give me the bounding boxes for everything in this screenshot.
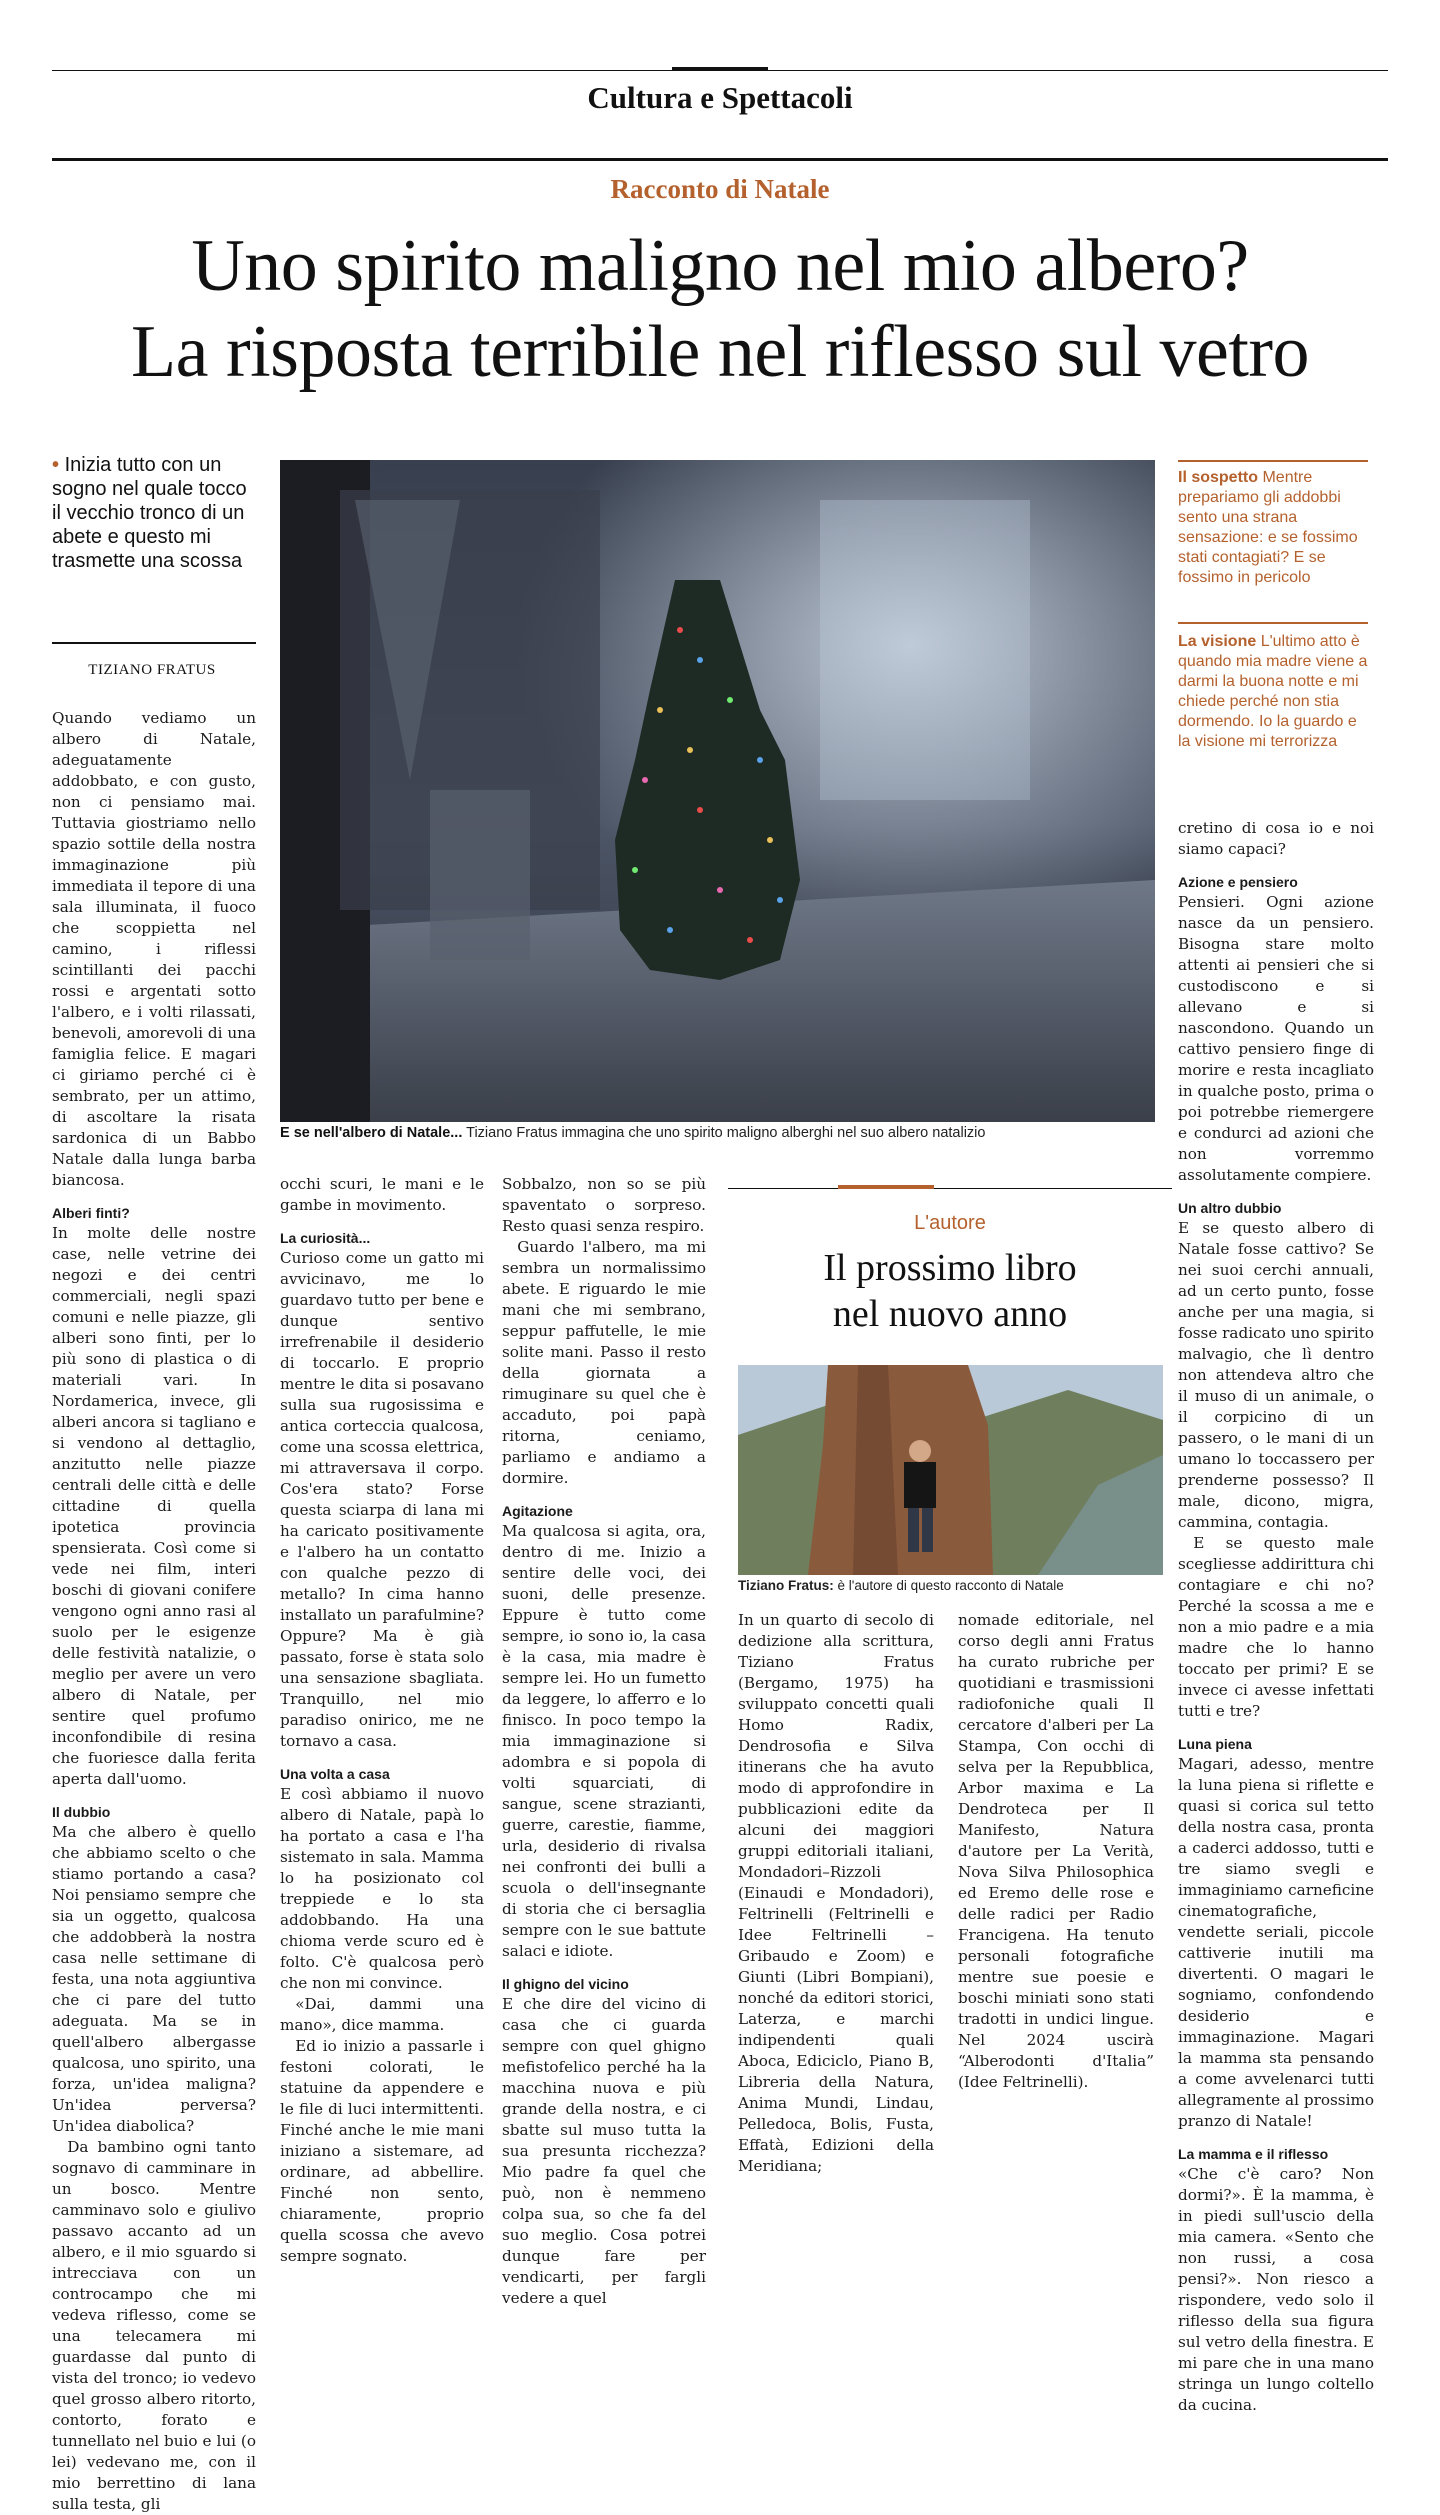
author-caption xyxy=(738,1578,1168,1593)
caption-text: Tiziano Fratus immagina che uno spirito maligno alberghi nel suo albero natalizio xyxy=(466,1125,986,1141)
col6-paragraph-6: «Che c'è caro? Non dormi?». È la mamma, è in piedi sull'uscio della mia camera. «Sento che non russi, a cosa pensi?». Non riesco a rispondere, vedo solo il riflesso della sua figura sul vetro della finestra. E mi pare che in una mano stringa un lungo coltello da cucina. xyxy=(1178,2165,1374,2414)
top-rule-accent xyxy=(672,67,768,71)
col3-subhead-il-ghigno: Il ghigno del vicino xyxy=(502,1976,629,1992)
sidebar-quote-2 xyxy=(1178,632,1368,752)
col6-paragraph-5: Magari, adesso, mentre la luna piena si riflette e quasi si corica sul tetto della nostra casa, pronta a caderci addosso, tutti e tre siamo svegli e immaginiamo carneficine cinematografiche, vendette seriali, piccole cattiverie inutili ma divertenti. O magari le sogniamo, confondendo desiderio e immaginazione. Magari la mamma sta pensando a come avvelenarci tutti allegramente al prossimo pranzo di Natale! xyxy=(1178,1755,1374,2130)
col1-subhead-alberi-finti: Alberi finti? xyxy=(52,1205,130,1221)
author-box-title xyxy=(728,1245,1172,1337)
author-portrait-illustration xyxy=(738,1365,1163,1575)
article-column-6 xyxy=(1178,818,1374,2416)
caption-lead: E se nell'albero di Natale... xyxy=(280,1125,463,1141)
author-bio-part-1: In un quarto di secolo di dedizione alla scrittura, Tiziano Fratus (Bergamo, 1975) ha sviluppato concetti quali Homo Radix, Dendrosofia e Silva itinerans che ha avuto modo di approfondire in pubblicazioni edite da alcuni dei maggiori gruppi editoriali italiani, Mondadori–Rizzoli (Einaudi e Mondadori), Feltrinelli (Feltrinelli e Idee Feltrinelli – Gribaudo e Zoom) e Giunti (Libri Bompiani), nonché da editori storici, Laterza, e marchi indipendenti quali Aboca, Ediciclo, Piano B, Libreria della Natura, Anima Mundi, Lindau, Pelledoca, Bolis, Fusta, Effatà, Edizioni della Meridiana; xyxy=(738,1611,934,2175)
col1-paragraph-1: Quando vediamo un albero di Natale, adeguatamente addobbato, e con gusto, non ci pensiamo mai. Tuttavia giostriamo nello spazio sottile della nostra immaginazione più immediata il tepore di una sala illuminata, il fuoco che scoppietta nel camino, i riflessi scintillanti dei pacchi rossi e argentati sotto l'albero, e i volti rilassati, benevoli, amorevoli di una famiglia felice. E magari ci giriamo perché ci è sembrato, per un attimo, di ascoltare la risata sardonica di un Babbo Natale dalla lunga barba biancosa. xyxy=(52,709,256,1189)
col2-subhead-curiosita: La curiosità... xyxy=(280,1230,371,1246)
bullet-icon: • xyxy=(52,454,60,476)
col2-paragraph-4: «Dai, dammi una mano», dice mamma. xyxy=(280,1995,484,2034)
christmas-tree-illustration xyxy=(280,460,1155,1122)
col6-subhead-la-mamma: La mamma e il riflesso xyxy=(1178,2146,1329,2162)
kicker: Racconto di Natale xyxy=(610,174,830,204)
col6-paragraph-2: Pensieri. Ogni azione nasce da un pensiero. Bisogna stare molto attenti ai pensieri che si custodiscono e si allevano e si nascondono. Quando un cattivo pensiero finge di morire e resta incagliato in qualche posto, prima o poi potrebbe riemergere e condurci ad azioni che non vorremmo assolutamente compiere. xyxy=(1178,893,1374,1184)
col3-paragraph-4: E che dire del vicino di casa che ci guarda sempre con quel ghigno mefistofelico perché ha la macchina nuova e più grande della nostra, e ci sbatte sul muso tutta la sua presunta ricchezza? Mio padre fa quel che può, non è nemmeno colpa sua, so che fa del suo meglio. Cosa potrei dunque fare per vendicarti, per fargli vedere a quel xyxy=(502,1995,706,2307)
summary-text: Inizia tutto con un sogno nel quale tocco il vecchio tronco di un abete e questo mi trasmette una scossa xyxy=(52,454,247,572)
section-rule xyxy=(52,158,1388,161)
author-bio-part-2: nomade editoriale, nel corso degli anni Fratus ha curato rubriche per quotidiani e trasmissioni radiofoniche quali Il cercatore d'alberi per La Stampa, Con occhi di selva per la Repubblica, Arbor maxima e La Dendroteca per Il Manifesto, Natura d'autore per La Verità, Nova Silva Philosophica ed Eremo delle rose e delle radici per Radio Francigena. Ha tenuto personali fotografiche mentre sue poesie e boschi miniati sono stati tradotti in undici lingue. Nel 2024 uscirà “Alberodonti d'Italia” (Idee Feltrinelli). xyxy=(958,1611,1154,2091)
col3-paragraph-3: Ma qualcosa si agita, ora, dentro di me. Inizio a sentire delle voci, dei suoni, delle presenze. Eppure è tutto come sempre, io sono io, la casa è la casa, mia madre è sempre lei. Ho un fumetto da leggere, lo afferro e lo finisco. In poco tempo la mia immaginazione si adombra e si popola di volti squarciati, di sangue, scene strazianti, guerre, carestie, fiamme, urla, desiderio di rivalsa nei confronti dei bulli a scuola o dell'insegnante di storia che ci bersaglia sempre con le sue battute salaci e idiote. xyxy=(502,1522,706,1960)
author-bio-column-2 xyxy=(958,1610,1154,2093)
col6-paragraph-4: E se questo male scegliesse addirittura chi contagiare e chi no? Perché la scossa a me e non a mio padre e a mia madre che lo hanno toccato per primi? E se invece ci avesse infettati tutti e tre? xyxy=(1178,1534,1374,1720)
col1-paragraph-4: Da bambino ogni tanto sognavo di camminare in un bosco. Mentre camminavo solo e giulivo passavo accanto ad un albero, e il mio sguardo si intrecciava con un controcampo che mi vedeva riflesso, come se una telecamera mi guardasse dal punto di vista del tronco; io vedevo quel grosso albero ritorto, contorto, forato e tunnellato nel buio e lui (o lei) vedevano me, con il mio berrettino di lana sulla testa, gli xyxy=(52,2138,256,2513)
col1-paragraph-2: In molte delle nostre case, nelle vetrine dei negozi e dei centri commerciali, negli spazi comuni e nelle piazze, gli alberi sono finti, per lo più sono di plastica o di materiali vari. In Nordamerica, invece, gli alberi ancora si tagliano e si vendono al dettaglio, anzitutto nelle piazze centrali delle città e delle cittadine di quella ipotetica provincia spensierata. Così come si vede nei film, interi boschi di giovani conifere vengono ogni anno rasi al suolo per le esigenze delle festività natalizie, o meglio per avere un vero albero di Natale, per sentire quel profumo inconfondibile di resina che fuoriesce dalla ferita aperta dall'uomo. xyxy=(52,1224,256,1788)
article-column-3 xyxy=(502,1174,706,2309)
col2-subhead-una-volta-a-casa: Una volta a casa xyxy=(280,1766,390,1782)
article-column-2 xyxy=(280,1174,484,2267)
sidebar-label-2: La visione xyxy=(1178,633,1257,650)
col3-paragraph-2: Guardo l'albero, ma mi sembra un normalissimo abete. E riguardo le mie mani che mi sembrano, seppur paffutelle, le mie solite mani. Passo il resto della giornata a rimuginare su quel che è accaduto, poi papà ritorna, ceniamo, parliamo e andiamo a dormire. xyxy=(502,1238,706,1487)
sidebar-text-1: Mentre prepariamo gli addobbi sento una strana sensazione: e se fossimo stati contagiati? E se fossimo in pericolo xyxy=(1178,469,1358,586)
byline: TIZIANO FRATUS xyxy=(88,662,216,678)
col6-subhead-un-altro-dubbio: Un altro dubbio xyxy=(1178,1200,1282,1216)
sidebar-text-2: L'ultimo atto è quando mia madre viene a darmi la buona notte e mi chiede perché non stia dormendo. Io la guardo e la visione mi terrorizza xyxy=(1178,633,1368,750)
headline-line-1: Uno spirito maligno nel mio albero? xyxy=(191,225,1249,307)
author-photo xyxy=(738,1365,1163,1575)
col1-paragraph-3: Ma che albero è quello che abbiamo scelto o che stiamo portando a casa? Noi pensiamo sempre che sia un oggetto, qualcosa che addobberà la nostra casa nelle settimane di festa, una nota aggiuntiva che ci pare del tutto adeguata. Ma se in quell'albero albergasse qualcosa, uno spirito, una forza, un'idea maligna? Un'idea perversa? Un'idea diabolica? xyxy=(52,1823,256,2135)
sidebar-rule-1 xyxy=(1178,460,1368,462)
author-box-title-line-1: Il prossimo libro xyxy=(823,1247,1077,1289)
col2-paragraph-5: Ed io inizio a passarle i festoni colorati, le statuine da appendere e le file di luci intermittenti. Finché anche le mie mani iniziano a sistemare, ad ordinare, ad abbellire. Finché non sento, chiaramente, proprio quella scossa che avevo sempre sognato. xyxy=(280,2037,484,2265)
byline-rule xyxy=(52,642,256,644)
author-box-title-line-2: nel nuovo anno xyxy=(832,1293,1068,1335)
headline-line-2: La risposta terribile nel riflesso sul vetro xyxy=(130,311,1310,393)
author-box-kicker: L'autore xyxy=(914,1212,986,1234)
sidebar-quote-1 xyxy=(1178,468,1368,588)
col1-subhead-il-dubbio: Il dubbio xyxy=(52,1804,111,1820)
article-column-1 xyxy=(52,708,256,2515)
col3-paragraph-1: Sobbalzo, non so se più spaventato o sorpreso. Resto quasi senza respiro. xyxy=(502,1175,706,1235)
author-caption-text: è l'autore di questo racconto di Natale xyxy=(837,1578,1064,1593)
col6-subhead-luna-piena: Luna piena xyxy=(1178,1736,1252,1752)
section-title: Cultura e Spettacoli xyxy=(587,80,853,115)
sidebar-rule-2 xyxy=(1178,622,1368,624)
col2-paragraph-3: E così abbiamo il nuovo albero di Natale, papà lo ha portato a casa e l'ha sistemato in sala. Mamma lo ha posizionato col treppiede e lo sta addobbando. Ha una chioma verde scuro ed è folto. C'è qualcosa però che non mi convince. xyxy=(280,1785,484,1992)
col6-paragraph-1: cretino di cosa io e noi siamo capaci? xyxy=(1178,819,1374,858)
author-box-rule xyxy=(728,1188,1172,1189)
col2-paragraph-1: occhi scuri, le mani e le gambe in movimento. xyxy=(280,1175,484,1214)
col2-paragraph-2: Curioso come un gatto mi avvicinavo, me lo guardavo tutto per bene e dunque sentivo irrefrenabile il desiderio di toccarlo. E proprio mentre le dita si posavano sulla sua rugosissima e antica corteccia qualcosa, come una scossa elettrica, mi attraversava il corpo. Cos'era stato? Forse questa sciarpa di lana mi ha caricato positivamente e l'albero ha un contatto con qualche pezzo di metallo? In cima hanno installato un parafulmine? Oppure? Ma è già passato, forse è stata solo una sensazione sbagliata. Tranquillo, nel mio paradiso onirico, me ne tornavo a casa. xyxy=(280,1249,484,1750)
author-caption-lead: Tiziano Fratus: xyxy=(738,1578,834,1593)
summary xyxy=(52,453,252,573)
author-bio-column-1 xyxy=(738,1610,934,2177)
sidebar-label-1: Il sospetto xyxy=(1178,469,1259,486)
col6-subhead-azione-e-pensiero: Azione e pensiero xyxy=(1178,874,1298,890)
col6-paragraph-3: E se questo albero di Natale fosse cattivo? Se nei suoi cerchi annuali, ad un certo punto, fosse anche per una magia, si fosse radicato uno spirito malvagio, che lì dentro non attendeva altro che il muso di un animale, o il corpicino di un passero, o le mani di un umano lo toccassero per prenderne possesso? Il male, dicono, migra, cammina, contagia. xyxy=(1178,1219,1374,1531)
photo-caption xyxy=(280,1125,1155,1141)
col3-subhead-agitazione: Agitazione xyxy=(502,1503,573,1519)
author-box-rule-accent xyxy=(838,1185,934,1189)
christmas-tree-photo xyxy=(280,460,1155,1122)
